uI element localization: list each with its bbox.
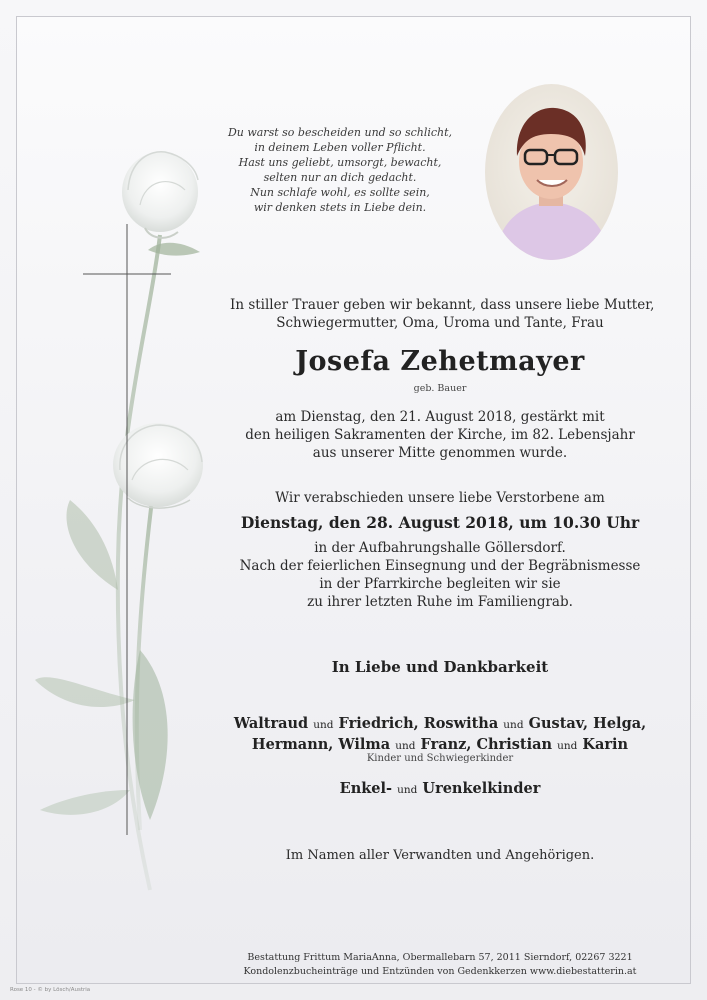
footer-line: Kondolenzbucheinträge und Entzünden von Gedenkkerzen www.diebestatterin.at <box>243 966 637 977</box>
conjunction: und <box>397 784 418 796</box>
announcement-intro <box>230 296 655 332</box>
grandchildren-label: Enkel- <box>339 780 393 797</box>
poem-line: selten nur an dich gedacht. <box>263 171 417 184</box>
relatives-line: Im Namen aller Verwandten und Angehörigen. <box>285 848 595 863</box>
conjunction: und <box>557 740 578 752</box>
death-line: aus unserer Mitte genommen wurde. <box>312 445 568 461</box>
maiden-name: geb. Bauer <box>413 383 467 394</box>
poem <box>225 125 455 215</box>
image-credit: Rose 10 - © by Lösch/Austria <box>10 987 91 993</box>
great-grandchildren-label: Urenkelkinder <box>422 780 541 797</box>
conjunction: und <box>503 719 524 731</box>
family-names <box>230 714 650 756</box>
poem-line: Du warst so bescheiden und so schlicht, <box>227 126 453 139</box>
intro-line: Schwiegermutter, Oma, Uroma und Tante, Frau <box>276 315 604 331</box>
conjunction: und <box>395 740 416 752</box>
place-line: in der Pfarrkirche begleiten wir sie <box>319 576 561 592</box>
family-name: Waltraud <box>233 715 309 732</box>
death-line: am Dienstag, den 21. August 2018, gestärkt mit <box>275 409 605 425</box>
poem-line: Nun schlafe wohl, es sollte sein, <box>250 186 430 199</box>
funeral-date: Dienstag, den 28. August 2018, um 10.30 Uhr <box>240 513 640 532</box>
family-name: Karin <box>582 736 629 753</box>
grandchildren <box>230 780 650 797</box>
funeral-place <box>230 539 650 611</box>
farewell-text: Wir verabschieden unsere liebe Verstorbene am <box>275 490 605 506</box>
funeral-home-footer <box>230 951 650 979</box>
poem-line: wir denken stets in Liebe dein. <box>253 201 427 214</box>
closing-phrase: In Liebe und Dankbarkeit <box>331 658 549 676</box>
poem-line: Hast uns geliebt, umsorgt, bewacht, <box>238 156 442 169</box>
family-name: Friedrich, Roswitha <box>338 715 499 732</box>
place-line: zu ihrer letzten Ruhe im Familiengrab. <box>307 594 573 610</box>
intro-line: In stiller Trauer geben wir bekannt, dass unsere liebe Mutter, <box>230 297 655 313</box>
family-name: Hermann, Wilma <box>251 736 391 753</box>
deceased-name: Josefa Zehetmayer <box>295 346 585 377</box>
family-name: Gustav, Helga, <box>528 715 647 732</box>
poem-line: in deinem Leben voller Pflicht. <box>254 141 426 154</box>
death-notice <box>230 408 650 462</box>
family-name: Franz, Christian <box>420 736 553 753</box>
death-line: den heiligen Sakramenten der Kirche, im 82. Lebensjahr <box>245 427 635 443</box>
upper-rose <box>122 152 198 238</box>
children-label: Kinder und Schwiegerkinder <box>366 753 514 764</box>
place-line: Nach der feierlichen Einsegnung und der Begräbnismesse <box>239 558 641 574</box>
conjunction: und <box>313 719 334 731</box>
portrait-photo <box>485 84 618 260</box>
family-line-1 <box>230 714 650 735</box>
place-line: in der Aufbahrungshalle Göllersdorf. <box>314 540 566 556</box>
footer-line: Bestattung Frittum MariaAnna, Obermallebarn 57, 2011 Sierndorf, 02267 3221 <box>247 952 633 963</box>
